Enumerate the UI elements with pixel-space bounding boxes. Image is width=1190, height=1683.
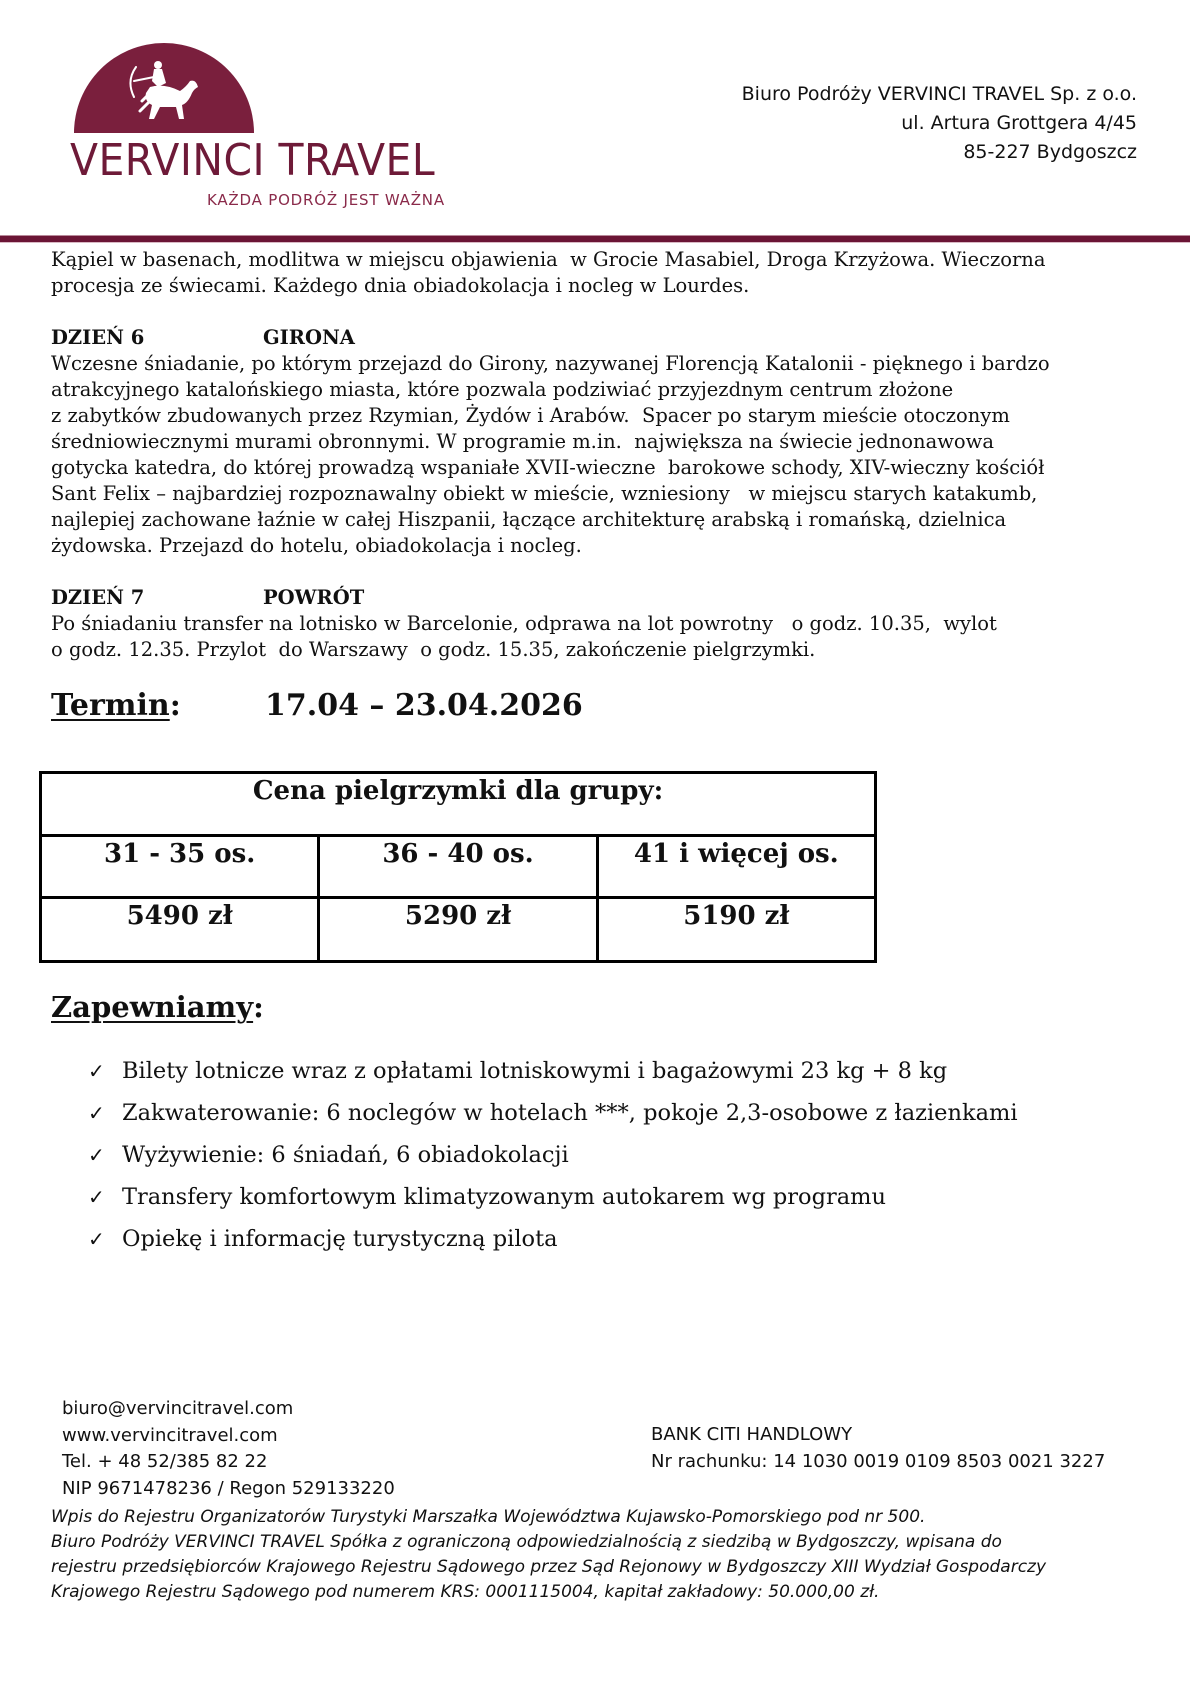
- bank-account: Nr rachunku: 14 1030 0019 0109 8503 0021 3227: [651, 1450, 1106, 1472]
- phone-number: Tel. + 48 52/385 82 22: [62, 1451, 268, 1472]
- company-name: Biuro Podróży VERVINCI TRAVEL Sp. z o.o.: [741, 83, 1137, 105]
- company-logo: [70, 43, 480, 213]
- day-text-line: najlepiej zachowane łaźnie w całej Hiszpanii, łączące architekturę arabską i romańską, dzielnica: [51, 508, 1007, 531]
- list-item: ✓ Bilety lotnicze wraz z opłatami lotniskowymi i bagażowymi 23 kg + 8 kg: [88, 1050, 1018, 1092]
- company-address: [742, 80, 1137, 167]
- day-text-line: gotycka katedra, do której prowadzą wspaniałe XVII-wieczne barokowe schody, XIV-wieczny kościół: [51, 456, 1045, 479]
- logo-name: VERVINCI TRAVEL: [70, 135, 436, 186]
- included-heading: Zapewniamy:: [51, 990, 264, 1024]
- checkmark-icon: ✓: [88, 1143, 105, 1167]
- itinerary-content: [51, 247, 1151, 663]
- checkmark-icon: ✓: [88, 1185, 105, 1209]
- logo-dome: [74, 43, 254, 133]
- centaur-archer-icon: [124, 57, 214, 133]
- price-cell: 5190 zł: [597, 898, 875, 962]
- legal-line: rejestru przedsiębiorców Krajowego Rejestru Sądowego przez Sąd Rejonowy w Bydgoszczy XIII Wydział Gospodarczy: [51, 1557, 1047, 1577]
- group-size-cell: 41 i więcej os.: [597, 836, 875, 898]
- day-text-line: żydowska. Przejazd do hotelu, obiadokolacja i nocleg.: [51, 534, 582, 557]
- termin-dates: 17.04 – 23.04.2026: [265, 688, 583, 723]
- company-city: 85-227 Bydgoszcz: [963, 141, 1137, 163]
- intro-line: Kąpiel w basenach, modlitwa w miejscu objawienia w Grocie Masabiel, Droga Krzyżowa. Wieczorna: [51, 248, 1046, 271]
- list-item: ✓ Zakwaterowanie: 6 noclegów w hotelach ***, pokoje 2,3-osobowe z łazienkami: [88, 1092, 1018, 1134]
- legal-line: Krajowego Rejestru Sądowego pod numerem KRS: 0001115004, kapitał zakładowy: 50.000,00 zł.: [51, 1582, 880, 1602]
- termin-label: Termin:: [51, 688, 181, 723]
- footer-contact: [62, 1396, 395, 1502]
- day-title: GIRONA: [263, 326, 355, 349]
- tax-ids: NIP 9671478236 / Regon 529133220: [62, 1477, 395, 1499]
- day-text-line: atrakcyjnego katalońskiego miasta, które pozwala podziwiać przyjezdnym centrum złożone: [51, 378, 954, 401]
- legal-line: Wpis do Rejestru Organizatorów Turystyki Marszałka Województwa Kujawsko-Pomorskiego pod nr 500.: [51, 1507, 926, 1527]
- header-divider: [0, 235, 1190, 243]
- legal-line: Biuro Podróży VERVINCI TRAVEL Spółka z ograniczoną odpowiedzialnością z siedzibą w Bydgoszczy, wpisana do: [51, 1532, 1002, 1552]
- price-cell: 5490 zł: [41, 898, 319, 962]
- day-text-line: średniowiecznymi murami obronnymi. W programie m.in. największa na świecie jednonawowa: [51, 430, 994, 453]
- day-heading: [51, 325, 1151, 351]
- checkmark-icon: ✓: [88, 1059, 105, 1083]
- footer-bank: [651, 1422, 1105, 1475]
- included-list: [88, 1050, 1018, 1260]
- logo-tagline: KAŻDA PODRÓŻ JEST WAŻNA: [207, 191, 445, 209]
- price-table-title: Cena pielgrzymki dla grupy:: [41, 773, 876, 836]
- bank-name: BANK CITI HANDLOWY: [651, 1424, 853, 1445]
- list-item: ✓ Wyżywienie: 6 śniadań, 6 obiadokolacji: [88, 1134, 1018, 1176]
- day-title: POWRÓT: [263, 586, 365, 609]
- day-text-line: z zabytków zbudowanych przez Rzymian, Żydów i Arabów. Spacer po starym mieście otoczonym: [51, 404, 1010, 427]
- list-item: ✓ Transfery komfortowym klimatyzowanym autokarem wg programu: [88, 1176, 1018, 1218]
- checkmark-icon: ✓: [88, 1101, 105, 1125]
- day-heading: [51, 585, 1151, 611]
- day-text-line: Wczesne śniadanie, po którym przejazd do Girony, nazywanej Florencją Katalonii - pięknego i bardzo: [51, 352, 1050, 375]
- company-street: ul. Artura Grottgera 4/45: [901, 112, 1137, 134]
- website-link[interactable]: www.vervincitravel.com: [62, 1424, 278, 1446]
- day-text-line: o godz. 12.35. Przylot do Warszawy o godz. 15.35, zakończenie pielgrzymki.: [51, 638, 816, 661]
- list-item: ✓ Opiekę i informację turystyczną pilota: [88, 1218, 1018, 1260]
- day-number: DZIEŃ 6: [51, 326, 145, 349]
- footer-legal: [51, 1505, 1046, 1605]
- checkmark-icon: ✓: [88, 1227, 105, 1251]
- day-text-line: Sant Felix – najbardziej rozpoznawalny obiekt w mieście, wzniesiony w miejscu starych katakumb,: [51, 482, 1038, 505]
- group-size-cell: 36 - 40 os.: [319, 836, 597, 898]
- trip-dates: [51, 688, 583, 723]
- day-number: DZIEŃ 7: [51, 586, 145, 609]
- intro-line: procesja ze świecami. Każdego dnia obiadokolacja i nocleg w Lourdes.: [51, 274, 750, 297]
- group-size-cell: 31 - 35 os.: [41, 836, 319, 898]
- day-text-line: Po śniadaniu transfer na lotnisko w Barcelonie, odprawa na lot powrotny o godz. 10.35, wylot: [51, 612, 997, 635]
- price-table: [39, 771, 877, 963]
- price-cell: 5290 zł: [319, 898, 597, 962]
- email-link[interactable]: biuro@vervincitravel.com: [62, 1398, 294, 1419]
